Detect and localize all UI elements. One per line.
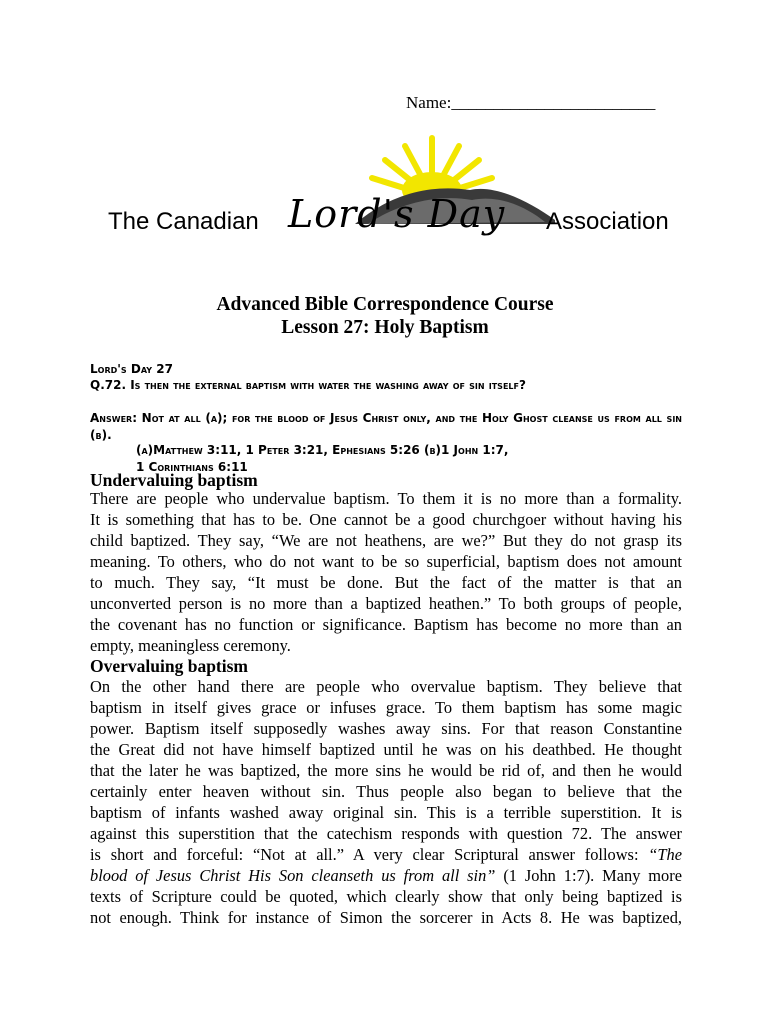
paragraph-line: On the other hand there are people who overvalue baptism. They believe that [90,677,682,696]
paragraph-line: empty, meaningless ceremony. [90,636,291,655]
paragraph-line: that the later he was baptized, the more sins he would be rid of, and then he would [90,761,682,780]
catechism-question: Q.72. Is then the external baptism with water the washing away of sin itself? [90,378,526,392]
section-heading-undervaluing: Undervaluing baptism [90,470,258,490]
logo-script-text: Lord's Day [288,192,506,236]
name-line: Name:________________________ [406,93,656,112]
paragraph-line [90,845,682,866]
paragraph-text: (1 John 1:7). Many more [495,866,682,885]
paragraph-line: baptism in itself gives grace or infuses grace. To them baptism has some magic [90,698,682,717]
lords-day-label: Lord's Day 27 [90,362,173,376]
paragraph-line: texts of Scripture could be quoted, which clearly show that only being baptized is [90,887,682,906]
paragraph-line: It is something that has to be. One cannot be a good churchgoer without having his [90,510,682,529]
logo-text-left: The Canadian [108,208,259,235]
paragraph-line: power. Baptism itself supposedly washes away sins. For that reason Constantine [90,719,682,738]
paragraph-text: is short and forceful: “Not at all.” A very clear Scriptural answer follows: [90,845,649,864]
references-line2: 1 Corinthians 6:11 [136,460,248,474]
paragraph-line: against this superstition that the catechism responds with question 72. The answer [90,824,682,843]
course-title [0,293,770,339]
paragraph-line: the Great did not have himself baptized until he was on his deathbed. He thought [90,740,682,759]
scripture-quote: blood of Jesus Christ His Son cleanseth us from all sin” [90,866,496,885]
paragraph-line: child baptized. They say, “We are not heathens, are we?” But they do not grasp its [90,531,682,550]
paragraph-line: meaning. To others, who do not want to be so superficial, baptism does not amount [90,552,682,571]
paragraph-line: the covenant has no function or significance. Baptism has become no more than an [90,615,682,634]
paragraph-line [90,866,682,887]
catechism-answer: Answer: Not at all (a); for the blood of Jesus Christ only, and the Holy Ghost cleanse us from all sin (b). [90,411,682,442]
paragraph-line: not enough. Think for instance of Simon the sorcerer in Acts 8. He was baptized, [90,908,682,927]
paragraph-line: to much. They say, “It must be done. But the fact of the matter is that an [90,573,682,592]
scripture-quote: “The [648,845,682,864]
course-title-line2: Lesson 27: Holy Baptism [281,317,489,338]
course-title-line1: Advanced Bible Correspondence Course [216,294,554,315]
references-line1: (a)Matthew 3:11, 1 Peter 3:21, Ephesians 5:26 (b)1 John 1:7, [136,443,509,457]
paragraph-line: baptism of infants washed away original sin. This is a terrible superstition. It is [90,803,682,822]
association-logo [100,132,700,267]
paragraph-line: certainly enter heaven without sin. Thus people also began to believe that the [90,782,682,801]
section-heading-overvaluing: Overvaluing baptism [90,656,249,676]
paragraph-line: unconverted person is no more than a baptized heathen.” To both groups of people, [90,594,682,613]
logo-text-right: Association [546,208,669,235]
paragraph-line: There are people who undervalue baptism. To them it is no more than a formality. [90,489,682,508]
